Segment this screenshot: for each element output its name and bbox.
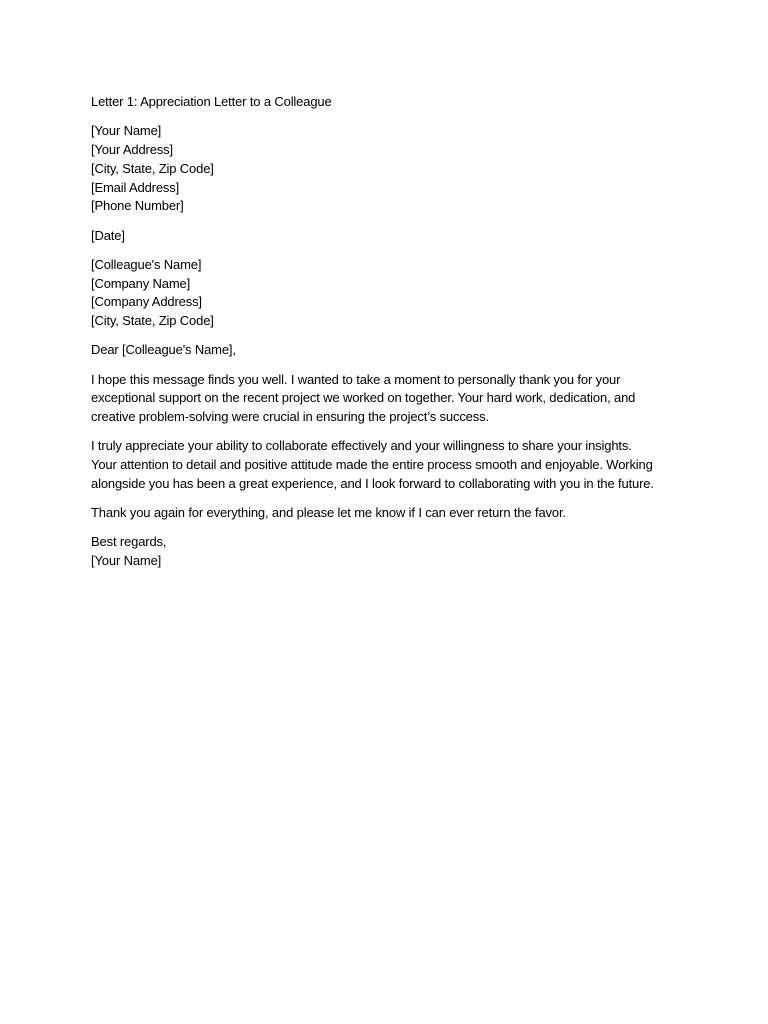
- closing-block: [91, 533, 691, 571]
- sender-address: [Your Address]: [91, 141, 173, 157]
- paragraph-line: Your attention to detail and positive attitude made the entire process smooth and enjoyable. Working: [91, 457, 653, 473]
- recipient-address-block: [91, 256, 691, 331]
- sender-name: [Your Name]: [91, 123, 162, 139]
- letter-date: [Date]: [91, 227, 125, 243]
- body-paragraph-2: [91, 437, 691, 493]
- paragraph-line: alongside you has been a great experience, and I look forward to collaborating with you in the future.: [91, 475, 654, 491]
- sender-city-state-zip: [City, State, Zip Code]: [91, 160, 214, 176]
- recipient-city-state-zip: [City, State, Zip Code]: [91, 313, 214, 329]
- salutation-block: [91, 341, 691, 360]
- document-title: [91, 93, 691, 112]
- title-text: Letter 1: Appreciation Letter to a Colleague: [91, 94, 332, 109]
- paragraph-line: I truly appreciate your ability to collaborate effectively and your willingness to share your insights.: [91, 438, 632, 454]
- paragraph-line: exceptional support on the recent project we worked on together. Your hard work, dedication, and: [91, 390, 636, 406]
- body-paragraph-1: [91, 371, 691, 427]
- recipient-company-address: [Company Address]: [91, 294, 202, 310]
- paragraph-line: Thank you again for everything, and please let me know if I can ever return the favor.: [91, 505, 566, 521]
- date-block: [91, 227, 691, 246]
- paragraph-line: I hope this message finds you well. I wanted to take a moment to personally thank you for your: [91, 371, 621, 387]
- closing-phrase: Best regards,: [91, 534, 167, 550]
- letter-page: [91, 93, 691, 581]
- salutation: Dear [Colleague's Name],: [91, 342, 236, 358]
- body-paragraph-3: [91, 504, 691, 523]
- closing-signature: [Your Name]: [91, 553, 162, 569]
- sender-phone: [Phone Number]: [91, 198, 184, 214]
- recipient-company: [Company Name]: [91, 275, 191, 291]
- recipient-name: [Colleague's Name]: [91, 256, 202, 272]
- paragraph-line: creative problem-solving were crucial in ensuring the project’s success.: [91, 409, 489, 425]
- sender-address-block: [91, 122, 691, 216]
- sender-email: [Email Address]: [91, 179, 180, 195]
